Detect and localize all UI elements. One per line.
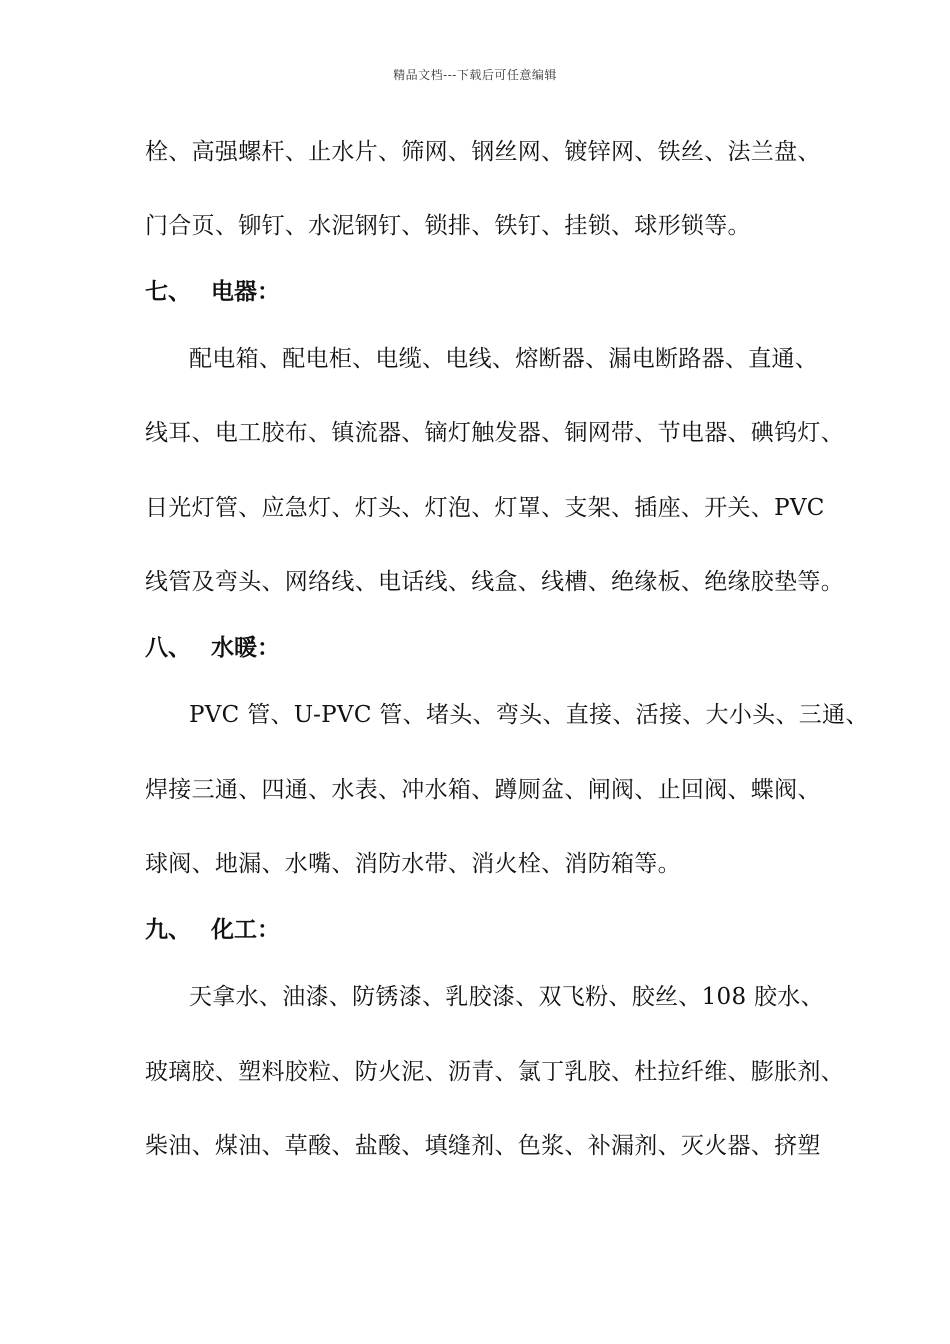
section-number: 八、: [145, 634, 191, 661]
paragraph-line: 天拿水、油漆、防锈漆、乳胶漆、双飞粉、胶丝、108 胶水、: [189, 984, 824, 1010]
section-heading-8: [145, 633, 280, 663]
paragraph-line: 玻璃胶、塑料胶粒、防火泥、沥青、氯丁乳胶、杜拉纤维、膨胀剂、: [145, 1059, 844, 1085]
section-title: 水暖：: [211, 634, 280, 661]
paragraph-line: 日光灯管、应急灯、灯头、灯泡、灯罩、支架、插座、开关、PVC: [145, 495, 825, 521]
section-heading-9: [145, 915, 280, 945]
paragraph-line: 门合页、铆钉、水泥钢钉、锁排、铁钉、挂锁、球形锁等。: [145, 213, 751, 239]
section-number: 七、: [145, 278, 191, 305]
paragraph-line: 柴油、煤油、草酸、盐酸、填缝剂、色浆、补漏剂、灭火器、挤塑: [145, 1133, 821, 1159]
paragraph-line: 线管及弯头、网络线、电话线、线盒、线槽、绝缘板、绝缘胶垫等。: [145, 569, 844, 595]
paragraph-line: 焊接三通、四通、水表、冲水箱、蹲厕盆、闸阀、止回阀、蝶阀、: [145, 777, 821, 803]
paragraph-line: 栓、高强螺杆、止水片、筛网、钢丝网、镀锌网、铁丝、法兰盘、: [145, 139, 821, 165]
paragraph-line: 线耳、电工胶布、镇流器、镝灯触发器、铜网带、节电器、碘钨灯、: [145, 420, 844, 446]
section-title: 化工：: [211, 916, 280, 943]
page-header: 精品文档---下载后可任意编辑: [393, 68, 557, 82]
section-number: 九、: [145, 916, 191, 943]
paragraph-line: PVC 管、U-PVC 管、堵头、弯头、直接、活接、大小头、三通、: [189, 702, 869, 728]
section-heading-7: [145, 277, 280, 307]
paragraph-line: 配电箱、配电柜、电缆、电线、熔断器、漏电断路器、直通、: [189, 346, 819, 372]
section-title: 电器：: [211, 278, 280, 305]
paragraph-line: 球阀、地漏、水嘴、消防水带、消火栓、消防箱等。: [145, 851, 681, 877]
